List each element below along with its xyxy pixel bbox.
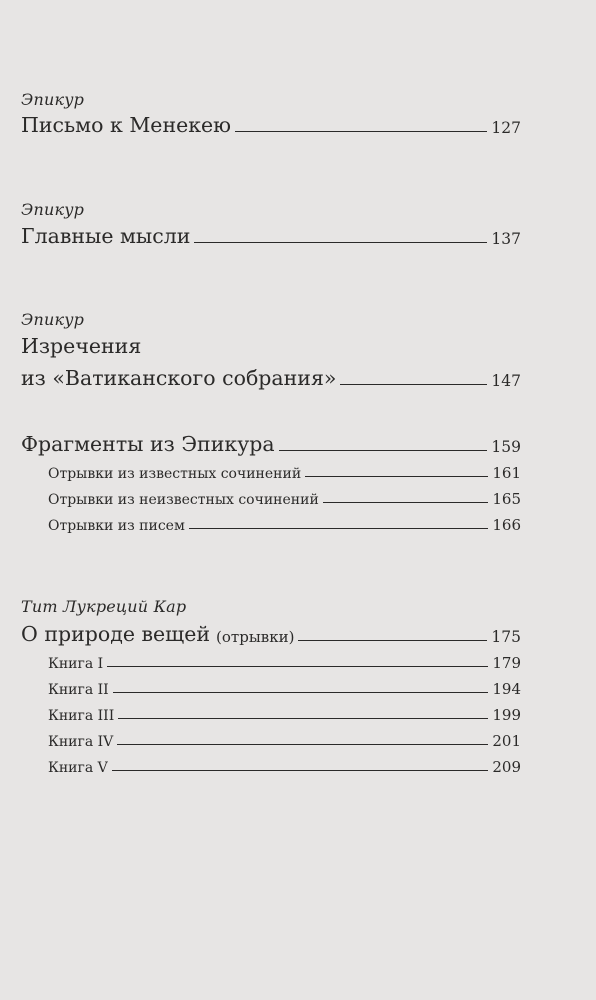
toc-entry: [21, 113, 521, 137]
toc-entry: [21, 366, 521, 390]
page-number: 159: [491, 438, 521, 456]
toc-subentry: [48, 680, 521, 698]
leader-line: [112, 770, 489, 771]
leader-line: [117, 744, 488, 745]
page-number: 166: [492, 516, 521, 534]
subentry-title: Книга V: [48, 760, 108, 776]
leader-line: [113, 692, 489, 693]
page-number: 175: [491, 628, 521, 646]
author-label: Тит Лукреций Кар: [21, 597, 187, 616]
author-label: Эпикур: [21, 90, 85, 109]
toc-subentry: [48, 464, 521, 482]
author-label: Эпикур: [21, 200, 85, 219]
page-number: 161: [492, 464, 521, 482]
leader-line: [279, 450, 488, 451]
leader-line: [340, 384, 487, 385]
toc-subentry: [48, 758, 521, 776]
leader-line: [305, 476, 488, 477]
entry-title: Фрагменты из Эпикура: [21, 432, 275, 456]
page-number: 127: [491, 119, 521, 137]
subentry-title: Книга II: [48, 682, 109, 698]
subentry-title: Отрывки из писем: [48, 518, 185, 534]
leader-line: [118, 718, 488, 719]
subentry-title: Книга I: [48, 656, 104, 672]
page-number: 199: [492, 706, 521, 724]
leader-line: [235, 131, 487, 132]
subentry-title: Отрывки из известных сочинений: [48, 466, 302, 482]
page-number: 194: [492, 680, 521, 698]
entry-title-line-1: Изречения: [21, 334, 142, 358]
page-number: 147: [491, 372, 521, 390]
page-number: 179: [492, 654, 521, 672]
toc-subentry: [48, 516, 521, 534]
entry-title: Письмо к Менекею: [21, 113, 232, 137]
leader-line: [323, 502, 489, 503]
toc-subentry: [48, 706, 521, 724]
subentry-title: Книга IV: [48, 734, 114, 750]
page-number: 209: [492, 758, 521, 776]
toc-subentry: [48, 732, 521, 750]
entry-title-line-2: из «Ватиканского собрания»: [21, 366, 337, 390]
toc-subentry: [48, 490, 521, 508]
page-number: 201: [492, 732, 521, 750]
subentry-title: Отрывки из неизвестных сочинений: [48, 492, 319, 508]
toc-entry: [21, 432, 521, 456]
entry-title: Главные мысли: [21, 224, 191, 248]
entry-title: О природе вещей: [21, 622, 211, 646]
page-number: 137: [491, 230, 521, 248]
entry-title-note: (отрывки): [216, 628, 295, 646]
toc-entry: [21, 224, 521, 248]
toc-subentry: [48, 654, 521, 672]
leader-line: [298, 640, 487, 641]
page-number: 165: [492, 490, 521, 508]
leader-line: [189, 528, 489, 529]
leader-line: [107, 666, 488, 667]
leader-line: [194, 242, 487, 243]
subentry-title: Книга III: [48, 708, 115, 724]
toc-entry: [21, 622, 521, 646]
author-label: Эпикур: [21, 310, 85, 329]
